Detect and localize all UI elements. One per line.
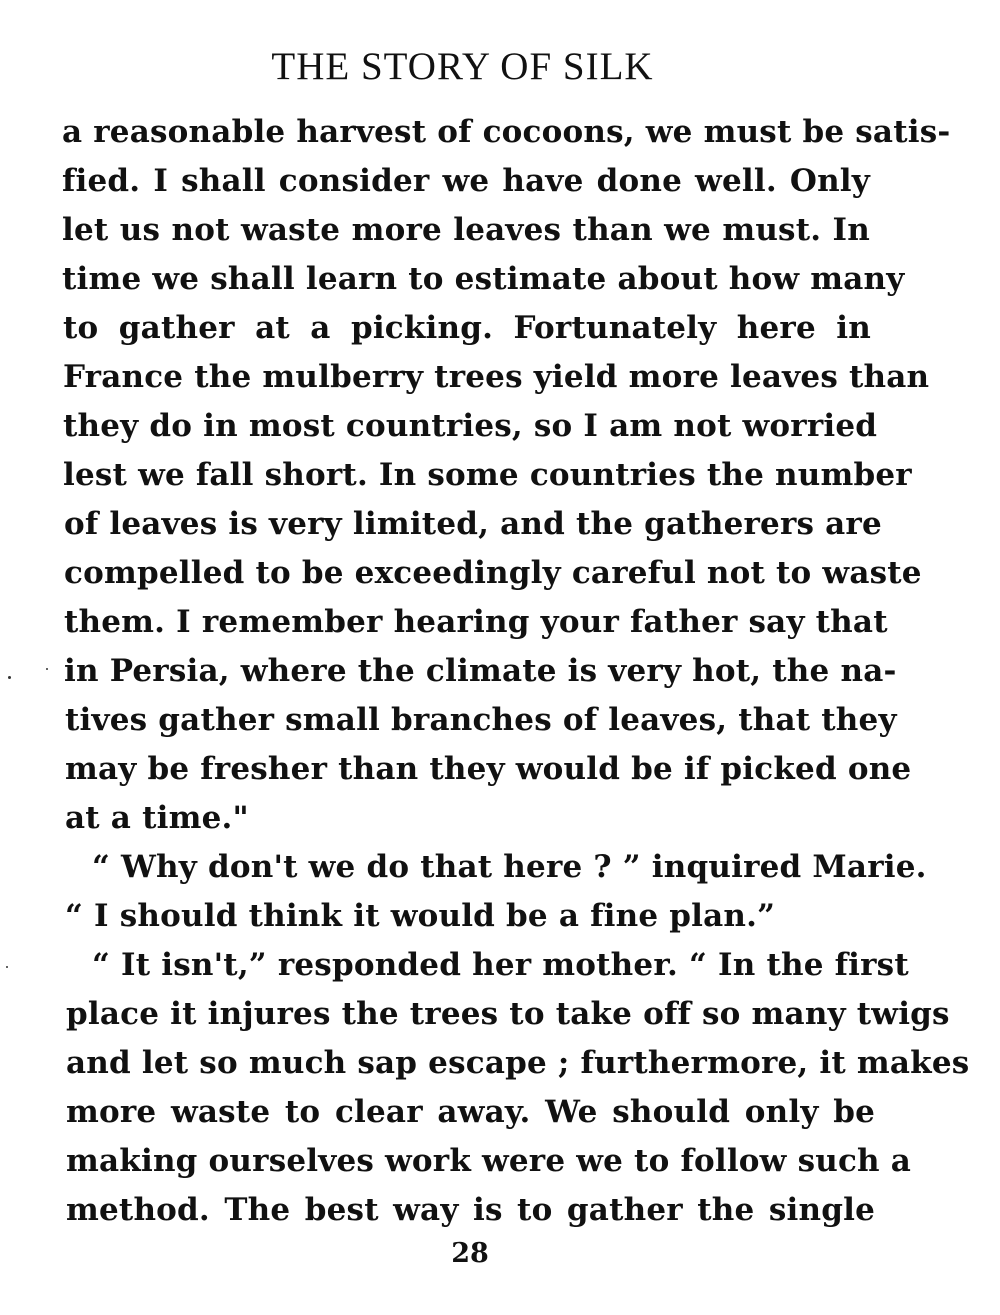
text-line: let us not waste more leaves than we must. In	[62, 212, 870, 248]
page-number: 28	[451, 1238, 489, 1269]
text-line: France the mulberry trees yield more leaves than	[63, 359, 930, 395]
text-line: they do in most countries, so I am not worried	[63, 408, 878, 444]
text-line: fied. I shall consider we have done well. Only	[62, 163, 870, 199]
text-line: lest we fall short. In some countries the number	[63, 457, 912, 493]
text-line: time we shall learn to estimate about how many	[62, 261, 905, 297]
text-line: and let so much sap escape ; furthermore, it makes	[66, 1045, 970, 1081]
text-line: compelled to be exceedingly careful not to waste	[64, 555, 922, 591]
text-line: more waste to clear away. We should only be	[66, 1094, 875, 1130]
text-line: “ Why don't we do that here ? ” inquired Marie.	[92, 849, 927, 885]
text-line: a reasonable harvest of cocoons, we must be satis-	[62, 114, 951, 150]
text-line: “ I should think it would be a fine plan.”	[65, 898, 776, 934]
ink-speck	[6, 966, 8, 968]
text-line: method. The best way is to gather the single	[66, 1192, 875, 1228]
ink-speck	[8, 676, 11, 679]
text-line: at a time."	[65, 800, 249, 836]
running-head: THE STORY OF SILK	[271, 45, 654, 88]
text-line: them. I remember hearing your father say that	[64, 604, 888, 640]
text-line: making ourselves work were we to follow such a	[66, 1143, 912, 1179]
text-line: “ It isn't,” responded her mother. “ In the first	[92, 947, 909, 983]
text-line: in Persia, where the climate is very hot, the na-	[64, 653, 897, 689]
text-line: tives gather small branches of leaves, that they	[65, 702, 897, 738]
text-line: place it injures the trees to take off so many twigs	[66, 996, 950, 1032]
ink-speck	[46, 668, 48, 670]
text-line: to gather at a picking. Fortunately here in	[63, 310, 871, 346]
text-line: may be fresher than they would be if picked one	[65, 751, 912, 787]
text-line: of leaves is very limited, and the gatherers are	[64, 506, 882, 542]
